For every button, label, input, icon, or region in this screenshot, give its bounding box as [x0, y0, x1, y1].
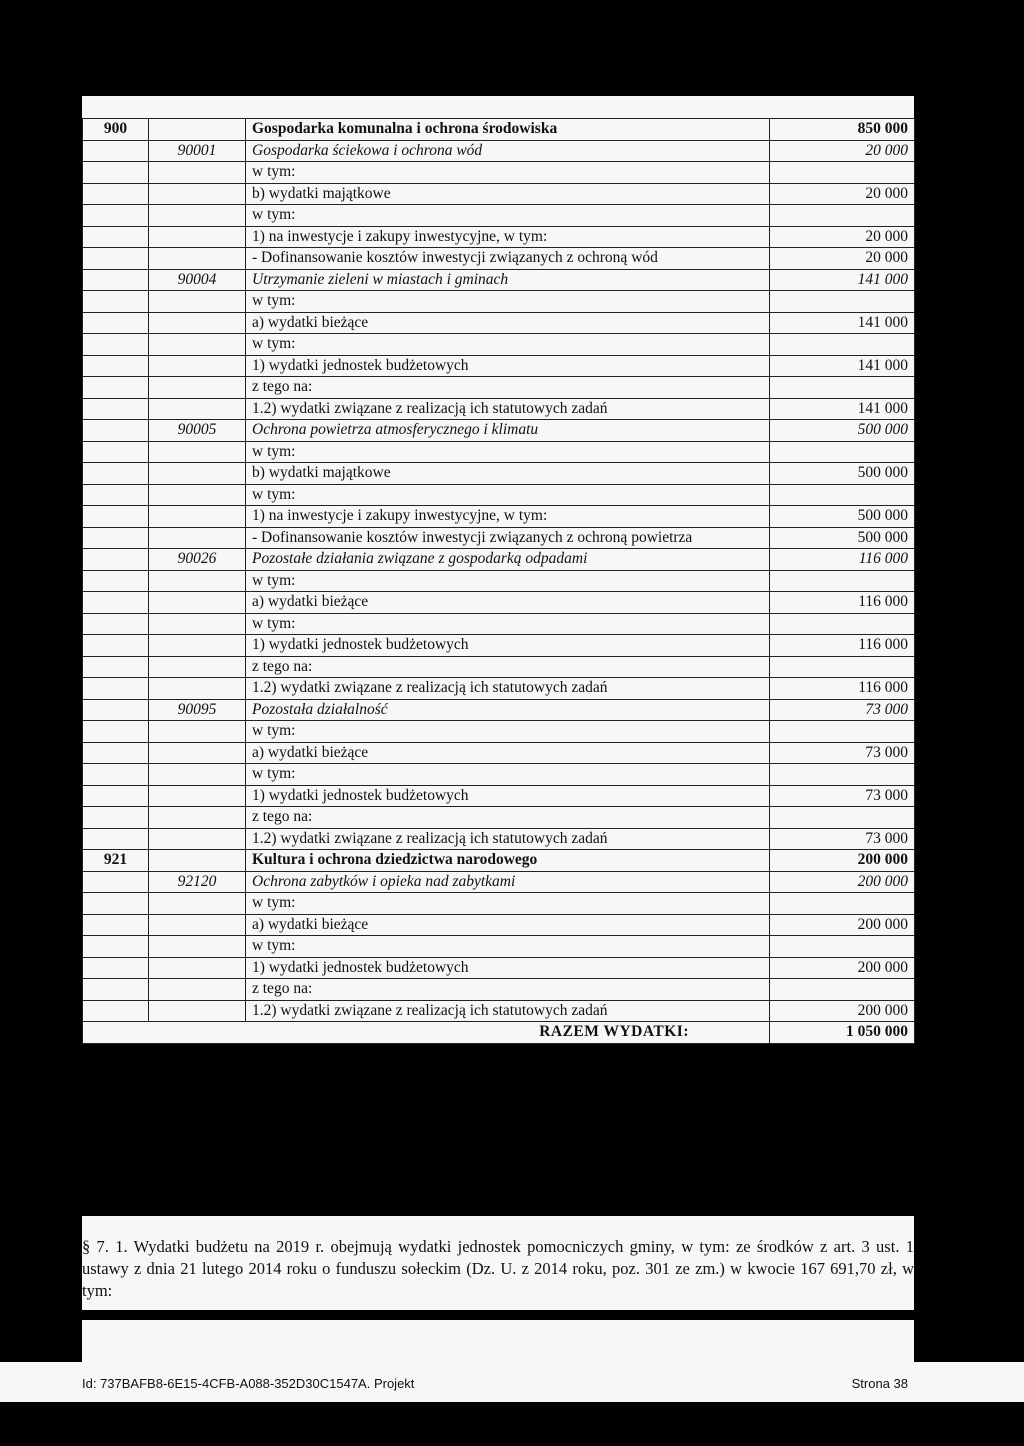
description-cell: w tym: — [246, 484, 770, 506]
rozdzial-code-cell: 90095 — [149, 699, 246, 721]
dzial-code-cell — [83, 334, 149, 356]
table-row — [83, 785, 915, 807]
rozdzial-code-cell — [149, 527, 246, 549]
amount-cell: 141 000 — [770, 355, 915, 377]
rozdzial-code-cell — [149, 248, 246, 270]
amount-cell: 20 000 — [770, 140, 915, 162]
amount-cell: 850 000 — [770, 119, 915, 141]
table-row — [83, 828, 915, 850]
description-cell: Kultura i ochrona dziedzictwa narodowego — [246, 850, 770, 872]
amount-cell: 20 000 — [770, 183, 915, 205]
description-cell: w tym: — [246, 721, 770, 743]
amount-cell: 500 000 — [770, 527, 915, 549]
amount-cell — [770, 484, 915, 506]
rozdzial-code-cell: 90005 — [149, 420, 246, 442]
description-cell: z tego na: — [246, 979, 770, 1001]
description-cell: w tym: — [246, 764, 770, 786]
amount-cell: 500 000 — [770, 463, 915, 485]
table-row — [83, 764, 915, 786]
dzial-code-cell — [83, 484, 149, 506]
page-gap-bottom — [82, 1320, 914, 1362]
amount-cell: 500 000 — [770, 506, 915, 528]
amount-cell: 73 000 — [770, 785, 915, 807]
amount-cell — [770, 205, 915, 227]
description-cell: z tego na: — [246, 656, 770, 678]
total-value: 1 050 000 — [770, 1022, 915, 1044]
rozdzial-code-cell — [149, 570, 246, 592]
rozdzial-code-cell — [149, 742, 246, 764]
description-cell: w tym: — [246, 613, 770, 635]
table-row — [83, 484, 915, 506]
amount-cell: 141 000 — [770, 269, 915, 291]
description-cell: 1.2) wydatki związane z realizacją ich statutowych zadań — [246, 398, 770, 420]
rozdzial-code-cell — [149, 893, 246, 915]
table-row — [83, 291, 915, 313]
table-row — [83, 162, 915, 184]
amount-cell — [770, 377, 915, 399]
dzial-code-cell — [83, 355, 149, 377]
amount-cell: 73 000 — [770, 828, 915, 850]
dzial-code-cell — [83, 807, 149, 829]
dzial-code-cell — [83, 269, 149, 291]
rozdzial-code-cell — [149, 764, 246, 786]
dzial-code-cell — [83, 721, 149, 743]
amount-cell: 200 000 — [770, 914, 915, 936]
chapter-row — [83, 140, 915, 162]
table-row — [83, 312, 915, 334]
description-cell: a) wydatki bieżące — [246, 914, 770, 936]
table-row — [83, 377, 915, 399]
amount-cell — [770, 613, 915, 635]
table-row — [83, 463, 915, 485]
description-cell: 1.2) wydatki związane z realizacją ich statutowych zadań — [246, 828, 770, 850]
table-row — [83, 979, 915, 1001]
amount-cell — [770, 334, 915, 356]
rozdzial-code-cell — [149, 807, 246, 829]
amount-cell: 200 000 — [770, 957, 915, 979]
total-label: RAZEM WYDATKI: — [83, 1022, 770, 1044]
amount-cell — [770, 570, 915, 592]
description-cell: z tego na: — [246, 807, 770, 829]
rozdzial-code-cell — [149, 226, 246, 248]
description-cell: Ochrona powietrza atmosferycznego i klimatu — [246, 420, 770, 442]
description-cell: w tym: — [246, 570, 770, 592]
dzial-code-cell — [83, 377, 149, 399]
dzial-code-cell — [83, 291, 149, 313]
description-cell: Pozostała działalność — [246, 699, 770, 721]
table-row — [83, 248, 915, 270]
document-id: Id: 737BAFB8-6E15-4CFB-A088-352D30C1547A. Projekt — [82, 1376, 415, 1391]
amount-cell — [770, 979, 915, 1001]
rozdzial-code-cell — [149, 377, 246, 399]
rozdzial-code-cell — [149, 957, 246, 979]
rozdzial-code-cell — [149, 183, 246, 205]
paragraph-7: § 7. 1. Wydatki budżetu na 2019 r. obejmują wydatki jednostek pomocniczych gminy, w tym: ze środków z art. 3 ust. 1 ustawy z dnia 21 lutego 2014 roku o funduszu sołeckim (Dz. U. z 2014 roku, poz. 301 ze zm.) w kwocie 167 691,70 zł, w tym: — [82, 1232, 914, 1310]
table-row — [83, 506, 915, 528]
table-row — [83, 613, 915, 635]
dzial-code-cell — [83, 742, 149, 764]
dzial-code-cell — [83, 140, 149, 162]
table-row — [83, 355, 915, 377]
amount-cell: 73 000 — [770, 742, 915, 764]
dzial-code-cell — [83, 183, 149, 205]
amount-cell — [770, 893, 915, 915]
amount-cell: 200 000 — [770, 871, 915, 893]
amount-cell: 20 000 — [770, 226, 915, 248]
amount-cell: 116 000 — [770, 635, 915, 657]
description-cell: a) wydatki bieżące — [246, 312, 770, 334]
amount-cell: 116 000 — [770, 678, 915, 700]
page-number: Strona 38 — [851, 1376, 908, 1391]
rozdzial-code-cell — [149, 334, 246, 356]
rozdzial-code-cell: 90001 — [149, 140, 246, 162]
amount-cell — [770, 721, 915, 743]
rozdzial-code-cell — [149, 312, 246, 334]
dzial-code-cell — [83, 914, 149, 936]
amount-cell: 73 000 — [770, 699, 915, 721]
table-row — [83, 635, 915, 657]
chapter-row — [83, 699, 915, 721]
dzial-code-cell — [83, 527, 149, 549]
dzial-code-cell: 900 — [83, 119, 149, 141]
rozdzial-code-cell: 92120 — [149, 871, 246, 893]
rozdzial-code-cell — [149, 463, 246, 485]
description-cell: 1) wydatki jednostek budżetowych — [246, 785, 770, 807]
description-cell: a) wydatki bieżące — [246, 592, 770, 614]
table-row — [83, 1000, 915, 1022]
dzial-code-cell — [83, 420, 149, 442]
amount-cell: 141 000 — [770, 312, 915, 334]
dzial-code-cell — [83, 1000, 149, 1022]
chapter-row — [83, 269, 915, 291]
chapter-row — [83, 871, 915, 893]
description-cell: 1) wydatki jednostek budżetowych — [246, 957, 770, 979]
dzial-code-cell — [83, 226, 149, 248]
page-top-margin — [82, 96, 914, 118]
table-row — [83, 936, 915, 958]
amount-cell: 500 000 — [770, 420, 915, 442]
rozdzial-code-cell — [149, 355, 246, 377]
rozdzial-code-cell: 90026 — [149, 549, 246, 571]
dzial-code-cell — [83, 205, 149, 227]
rozdzial-code-cell — [149, 979, 246, 1001]
section-row — [83, 119, 915, 141]
description-cell: Gospodarka ściekowa i ochrona wód — [246, 140, 770, 162]
rozdzial-code-cell — [149, 592, 246, 614]
rozdzial-code-cell — [149, 441, 246, 463]
table-row — [83, 527, 915, 549]
section-row — [83, 850, 915, 872]
table-row — [83, 914, 915, 936]
rozdzial-code-cell — [149, 484, 246, 506]
dzial-code-cell — [83, 570, 149, 592]
description-cell: z tego na: — [246, 377, 770, 399]
amount-cell — [770, 656, 915, 678]
table-row — [83, 721, 915, 743]
dzial-code-cell — [83, 613, 149, 635]
amount-cell: 116 000 — [770, 549, 915, 571]
table-row — [83, 441, 915, 463]
dzial-code-cell — [83, 871, 149, 893]
rozdzial-code-cell — [149, 205, 246, 227]
dzial-code-cell — [83, 592, 149, 614]
rozdzial-code-cell — [149, 850, 246, 872]
budget-table — [82, 118, 915, 1044]
table-row — [83, 957, 915, 979]
rozdzial-code-cell — [149, 398, 246, 420]
rozdzial-code-cell — [149, 785, 246, 807]
description-cell: w tym: — [246, 162, 770, 184]
description-cell: - Dofinansowanie kosztów inwestycji związanych z ochroną powietrza — [246, 527, 770, 549]
rozdzial-code-cell — [149, 828, 246, 850]
table-row — [83, 807, 915, 829]
rozdzial-code-cell — [149, 914, 246, 936]
dzial-code-cell — [83, 441, 149, 463]
rozdzial-code-cell — [149, 162, 246, 184]
description-cell: Ochrona zabytków i opieka nad zabytkami — [246, 871, 770, 893]
description-cell: - Dofinansowanie kosztów inwestycji związanych z ochroną wód — [246, 248, 770, 270]
page-footer — [0, 1362, 1024, 1402]
table-row — [83, 592, 915, 614]
dzial-code-cell: 921 — [83, 850, 149, 872]
rozdzial-code-cell — [149, 656, 246, 678]
table-row — [83, 678, 915, 700]
dzial-code-cell — [83, 678, 149, 700]
table-row — [83, 226, 915, 248]
description-cell: 1) na inwestycje i zakupy inwestycyjne, w tym: — [246, 226, 770, 248]
table-row — [83, 205, 915, 227]
total-row — [83, 1022, 915, 1044]
dzial-code-cell — [83, 463, 149, 485]
description-cell: a) wydatki bieżące — [246, 742, 770, 764]
rozdzial-code-cell — [149, 678, 246, 700]
amount-cell: 200 000 — [770, 850, 915, 872]
rozdzial-code-cell — [149, 291, 246, 313]
rozdzial-code-cell — [149, 936, 246, 958]
dzial-code-cell — [83, 549, 149, 571]
dzial-code-cell — [83, 785, 149, 807]
description-cell: Gospodarka komunalna i ochrona środowiska — [246, 119, 770, 141]
description-cell: b) wydatki majątkowe — [246, 183, 770, 205]
amount-cell — [770, 162, 915, 184]
amount-cell — [770, 291, 915, 313]
amount-cell — [770, 936, 915, 958]
amount-cell: 141 000 — [770, 398, 915, 420]
dzial-code-cell — [83, 635, 149, 657]
description-cell: 1) na inwestycje i zakupy inwestycyjne, w tym: — [246, 506, 770, 528]
table-row — [83, 334, 915, 356]
dzial-code-cell — [83, 162, 149, 184]
budget-table-body — [83, 119, 915, 1022]
dzial-code-cell — [83, 398, 149, 420]
rozdzial-code-cell: 90004 — [149, 269, 246, 291]
dzial-code-cell — [83, 699, 149, 721]
amount-cell: 200 000 — [770, 1000, 915, 1022]
dzial-code-cell — [83, 506, 149, 528]
amount-cell — [770, 764, 915, 786]
rozdzial-code-cell — [149, 613, 246, 635]
dzial-code-cell — [83, 936, 149, 958]
description-cell: w tym: — [246, 334, 770, 356]
chapter-row — [83, 420, 915, 442]
rozdzial-code-cell — [149, 721, 246, 743]
dzial-code-cell — [83, 828, 149, 850]
description-cell: w tym: — [246, 893, 770, 915]
dzial-code-cell — [83, 764, 149, 786]
dzial-code-cell — [83, 248, 149, 270]
description-cell: Utrzymanie zieleni w miastach i gminach — [246, 269, 770, 291]
rozdzial-code-cell — [149, 506, 246, 528]
dzial-code-cell — [83, 312, 149, 334]
description-cell: b) wydatki majątkowe — [246, 463, 770, 485]
description-cell: 1.2) wydatki związane z realizacją ich statutowych zadań — [246, 678, 770, 700]
dzial-code-cell — [83, 656, 149, 678]
description-cell: 1) wydatki jednostek budżetowych — [246, 635, 770, 657]
description-cell: Pozostałe działania związane z gospodarką odpadami — [246, 549, 770, 571]
description-cell: w tym: — [246, 441, 770, 463]
rozdzial-code-cell — [149, 1000, 246, 1022]
table-row — [83, 742, 915, 764]
description-cell: w tym: — [246, 205, 770, 227]
amount-cell — [770, 807, 915, 829]
amount-cell — [770, 441, 915, 463]
description-cell: 1) wydatki jednostek budżetowych — [246, 355, 770, 377]
description-cell: w tym: — [246, 291, 770, 313]
amount-cell: 116 000 — [770, 592, 915, 614]
dzial-code-cell — [83, 957, 149, 979]
rozdzial-code-cell — [149, 635, 246, 657]
table-row — [83, 893, 915, 915]
description-cell: 1.2) wydatki związane z realizacją ich statutowych zadań — [246, 1000, 770, 1022]
dzial-code-cell — [83, 979, 149, 1001]
table-row — [83, 570, 915, 592]
table-row — [83, 398, 915, 420]
chapter-row — [83, 549, 915, 571]
table-row — [83, 656, 915, 678]
description-cell: w tym: — [246, 936, 770, 958]
table-row — [83, 183, 915, 205]
amount-cell: 20 000 — [770, 248, 915, 270]
dzial-code-cell — [83, 893, 149, 915]
rozdzial-code-cell — [149, 119, 246, 141]
